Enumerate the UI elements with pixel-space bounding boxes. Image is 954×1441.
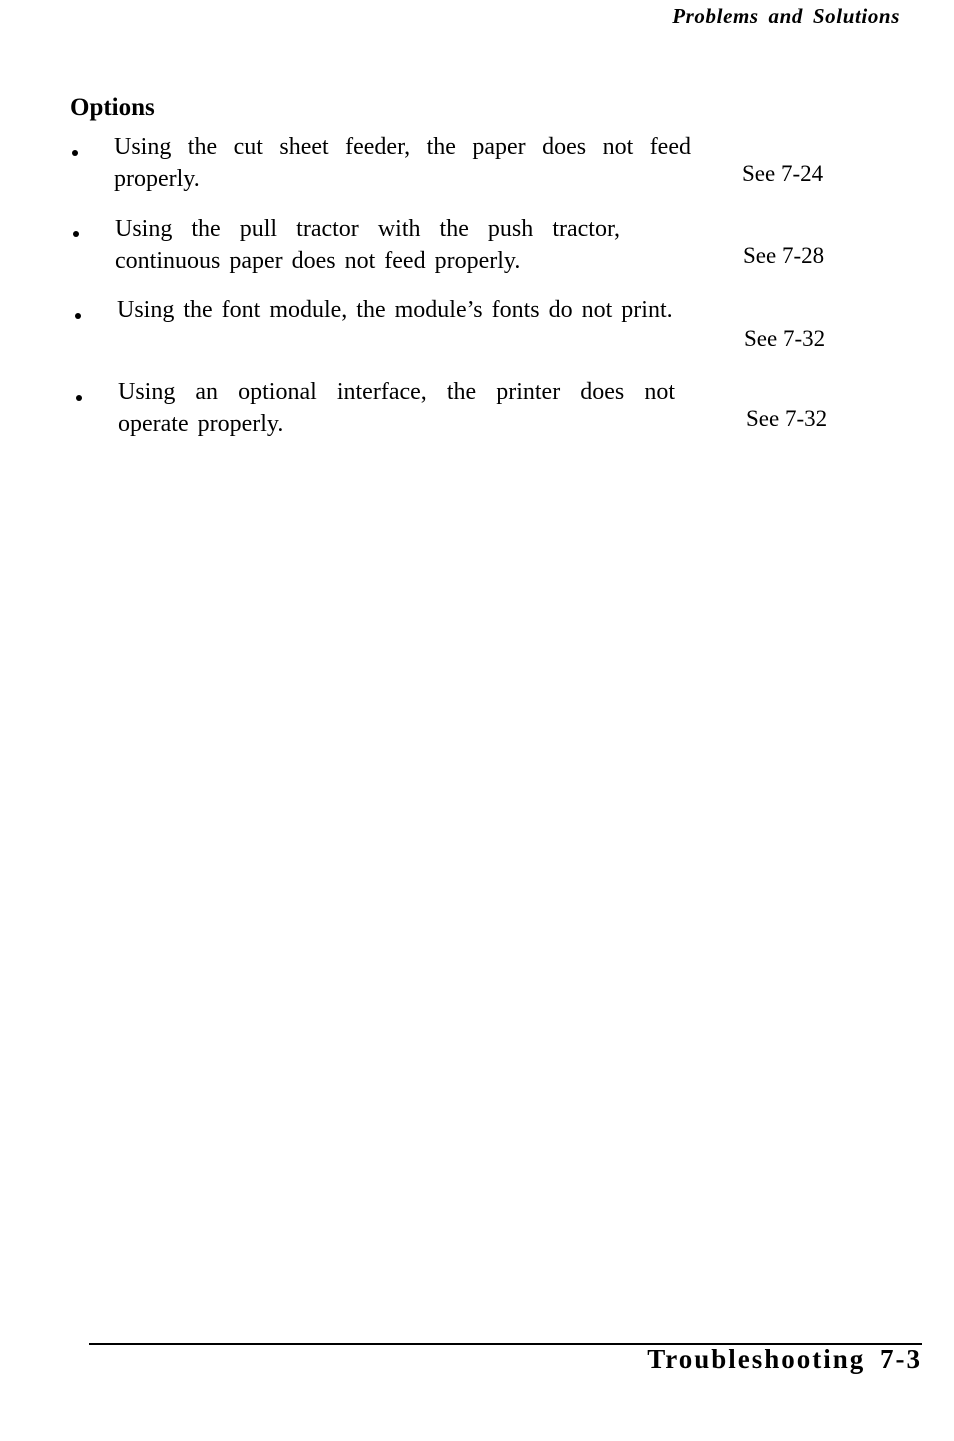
page-reference: See 7-24 (742, 161, 824, 186)
list-item (0, 213, 954, 285)
bullet-icon (75, 313, 81, 319)
page-reference: See 7-32 (744, 326, 826, 351)
bullet-icon (73, 231, 79, 237)
list-item (0, 294, 954, 366)
options-list (0, 130, 954, 450)
item-text: Using an optional interface, the printer does not operate properly. (118, 379, 675, 437)
item-text: Using the font module, the module’s fonts do not print. (117, 297, 673, 323)
page-reference: See 7-32 (746, 406, 828, 431)
page-footer: Troubleshooting 7-3 (647, 1344, 922, 1374)
bullet-icon (76, 395, 82, 401)
list-item (0, 376, 954, 448)
list-item (0, 130, 954, 202)
page-reference: See 7-28 (743, 243, 825, 268)
section-title: Options (70, 94, 155, 121)
bullet-icon (72, 150, 78, 156)
item-text: Using the pull tractor with the push tractor, continuous paper does not feed properly. (115, 216, 620, 274)
running-header: Problems and Solutions (672, 4, 900, 28)
item-text: Using the cut sheet feeder, the paper does not feed properly. (114, 134, 691, 192)
